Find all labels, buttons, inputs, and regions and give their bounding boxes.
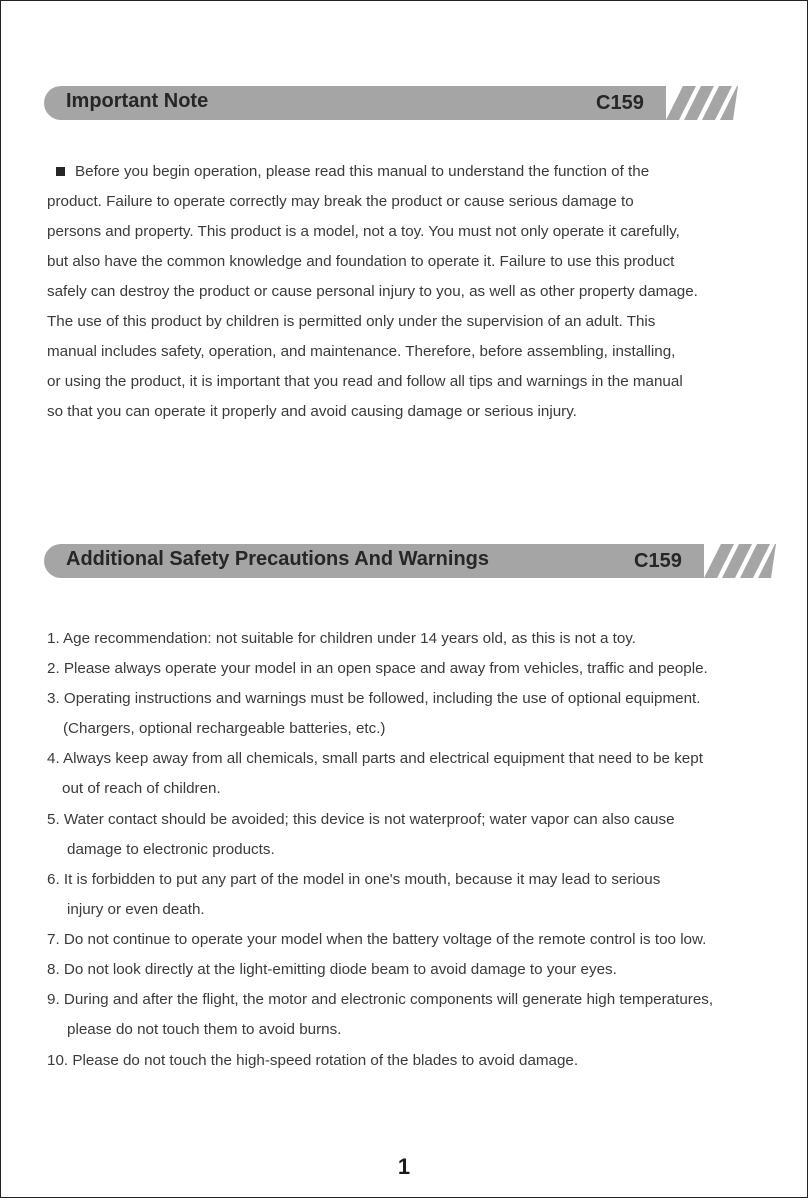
list-item-continuation: (Chargers, optional rechargeable batteries, etc.) [63, 720, 386, 737]
paragraph-line: safely can destroy the product or cause personal injury to you, as well as other property damage. [47, 283, 698, 300]
header-title: Important Note [66, 90, 209, 112]
safety-precautions-header [44, 544, 784, 578]
list-item: 5. Water contact should be avoided; this device is not waterproof; water vapor can also cause [47, 811, 675, 828]
list-item: 4. Always keep away from all chemicals, small parts and electrical equipment that need to be kept [47, 750, 703, 767]
paragraph-line: manual includes safety, operation, and maintenance. Therefore, before assembling, installing, [47, 343, 676, 360]
page-number: 1 [397, 1154, 411, 1179]
paragraph-line: The use of this product by children is permitted only under the supervision of an adult. This [47, 313, 656, 330]
list-item: 10. Please do not touch the high-speed rotation of the blades to avoid damage. [47, 1052, 579, 1069]
paragraph-line: persons and property. This product is a model, not a toy. You must not only operate it carefully, [47, 223, 680, 240]
list-item: 8. Do not look directly at the light-emitting diode beam to avoid damage to your eyes. [47, 961, 617, 978]
paragraph-line: product. Failure to operate correctly may break the product or cause serious damage to [47, 193, 634, 210]
important-note-header [44, 86, 744, 120]
list-item: 7. Do not continue to operate your model when the battery voltage of the remote control is too low. [47, 931, 707, 948]
bullet-square-icon [56, 167, 65, 176]
header-title: Additional Safety Precautions And Warnings [66, 548, 490, 570]
decorative-stripes [658, 86, 742, 120]
model-code: C159 [596, 92, 644, 114]
paragraph-line: or using the product, it is important that you read and follow all tips and warnings in the manual [47, 373, 683, 390]
list-item: 2. Please always operate your model in an open space and away from vehicles, traffic and people. [47, 660, 708, 677]
model-code: C159 [634, 550, 682, 572]
paragraph-line: Before you begin operation, please read this manual to understand the function of the [45, 163, 649, 180]
list-item: 9. During and after the flight, the motor and electronic components will generate high temperatures, [47, 991, 714, 1008]
paragraph-line: so that you can operate it properly and avoid causing damage or serious injury. [47, 403, 577, 420]
list-item-continuation: out of reach of children. [62, 780, 221, 797]
list-item-continuation: please do not touch them to avoid burns. [67, 1021, 342, 1038]
list-item-continuation: damage to electronic products. [67, 841, 275, 858]
list-item-continuation: injury or even death. [67, 901, 205, 918]
list-item: 1. Age recommendation: not suitable for children under 14 years old, as this is not a toy. [47, 630, 636, 647]
paragraph-line: but also have the common knowledge and foundation to operate it. Failure to use this product [47, 253, 675, 270]
list-item: 6. It is forbidden to put any part of the model in one's mouth, because it may lead to serious [47, 871, 661, 888]
decorative-stripes [696, 544, 780, 578]
list-item: 3. Operating instructions and warnings must be followed, including the use of optional equipment. [47, 690, 701, 707]
